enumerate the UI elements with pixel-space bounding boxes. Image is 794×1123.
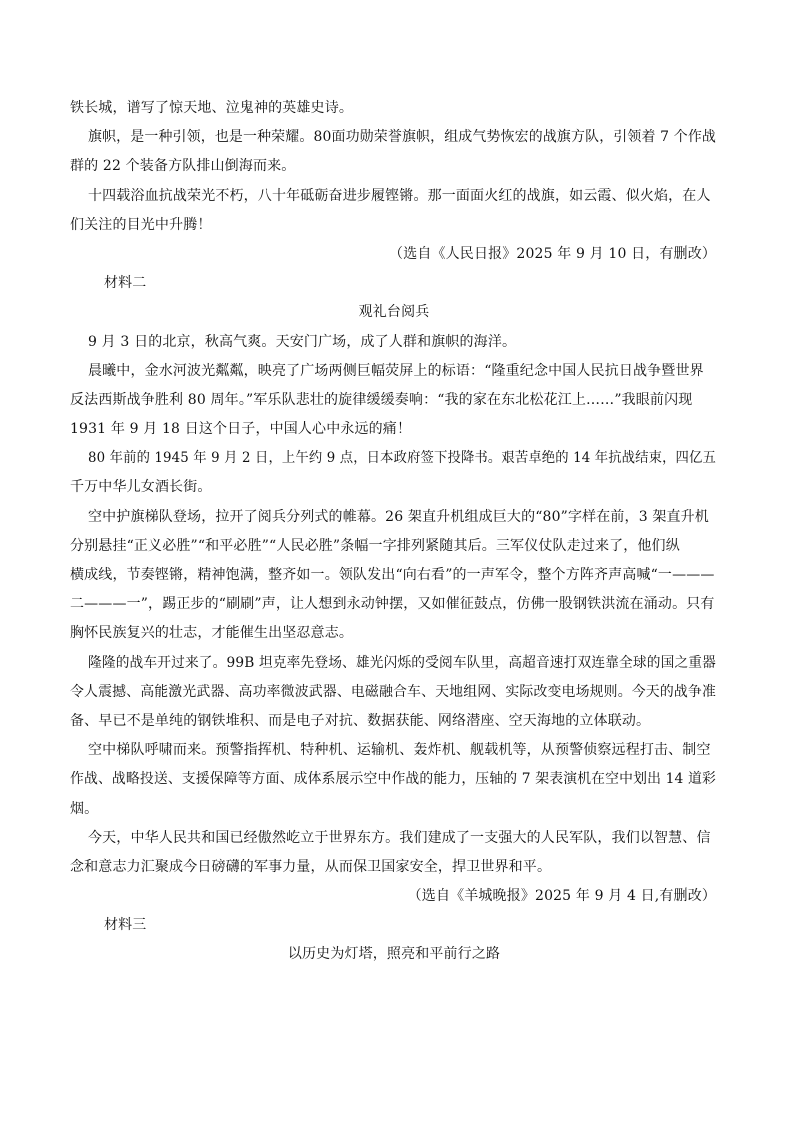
line-text: 令人震撼、高能激光武器、高功率微波武器、电磁融合车、天地组网、实际改变电场规则。今天的战争准 <box>70 683 717 700</box>
line-text: （选自《人民日报》2025 年 9 月 10 日，有删改） <box>389 245 716 262</box>
line-text: 念和意志力汇聚成今日磅礴的军事力量，从而保卫国家安全，捍卫世界和平。 <box>70 858 552 875</box>
line-text: 以历史为灯塔，照亮和平前行之路 <box>287 946 501 963</box>
paragraph-first-line <box>70 357 718 386</box>
body-text-line <box>70 619 718 648</box>
paragraph-first-line <box>70 328 718 357</box>
section-label <box>70 911 718 940</box>
body-text-line <box>70 211 718 240</box>
line-text: 铁长城，谱写了惊天地、泣鬼神的英雄史诗。 <box>70 100 353 116</box>
section-title <box>70 940 718 969</box>
source-citation <box>70 240 718 269</box>
source-citation <box>70 882 718 911</box>
line-text: 烟。 <box>70 800 99 817</box>
line-text: 材料三 <box>104 917 147 934</box>
body-text-line <box>70 795 718 824</box>
line-text: 今天，中华人民共和国已经傲然屹立于世界东方。我们建成了一支强大的人民军队，我们以智慧、信 <box>88 829 711 846</box>
body-text-line <box>70 765 718 794</box>
body-text-line <box>70 473 718 502</box>
line-text: 群的 22 个装备方队排山倒海而来。 <box>70 158 296 175</box>
section-title <box>70 298 718 327</box>
body-text-line <box>70 415 718 444</box>
line-text: 材料二 <box>104 275 147 292</box>
body-text-line <box>70 561 718 590</box>
line-text: 们关注的目光中升腾！ <box>70 216 212 233</box>
line-text: （选自《羊城晚报》2025 年 9 月 4 日,有删改） <box>407 888 716 905</box>
line-text: 空中梯队呼啸而来。预警指挥机、特种机、运输机、轰炸机、舰载机等，从预警侦察远程打击、制空 <box>88 742 711 759</box>
line-text: 80 年前的 1945 年 9 月 2 日，上午约 9 点，日本政府签下投降书。艰苦卓绝的 14 年抗战结束，四亿五 <box>88 450 716 467</box>
body-text-line <box>70 94 718 123</box>
body-text-line <box>70 152 718 181</box>
paragraph-first-line <box>70 123 718 152</box>
line-text: 旗帜，是一种引领，也是一种荣耀。80面功勋荣誉旗帜，组成气势恢宏的战旗方队，引领着 7 个作战 <box>88 129 717 146</box>
line-text: 观礼台阅兵 <box>358 304 430 321</box>
line-text: 9 月 3 日的北京，秋高气爽。天安门广场，成了人群和旗帜的海洋。 <box>88 333 517 350</box>
body-text-line <box>70 853 718 882</box>
paragraph-first-line <box>70 649 718 678</box>
line-text: 横成线，节奏铿锵，精神饱满，整齐如一。领队发出“向右看”的一声军令，整个方阵齐声高喊“一——— <box>70 567 715 583</box>
line-text: 晨曦中，金水河波光粼粼，映亮了广场两侧巨幅荧屏上的标语：“隆重纪念中国人民抗日战争暨世界 <box>88 362 704 379</box>
body-text-line <box>70 707 718 736</box>
paragraph-first-line <box>70 824 718 853</box>
paragraph-first-line <box>70 444 718 473</box>
line-text: 二———一”，踢正步的“刷刷”声，让人想到永动钟摆，又如催征鼓点，仿佛一股钢铁洪流在涌动。只有 <box>70 596 715 613</box>
line-text: 胸怀民族复兴的壮志，才能催生出坚忍意志。 <box>70 625 353 642</box>
body-text-line <box>70 678 718 707</box>
document-page <box>70 94 718 970</box>
line-text: 分别悬挂“正义必胜”“和平必胜”“人民必胜”条幅一字排列紧随其后。三军仪仗队走过来了，他们纵 <box>70 537 680 554</box>
paragraph-first-line <box>70 736 718 765</box>
line-text: 隆隆的战车开过来了。99B 坦克率先登场、雄光闪烁的受阅车队里，高超音速打双连靠全球的国之重器 <box>88 654 717 671</box>
line-text: 1931 年 9 月 18 日这个日子，中国人心中永远的痛！ <box>70 421 412 438</box>
paragraph-first-line <box>70 182 718 211</box>
line-text: 十四载浴血抗战荣光不朽，八十年砥砺奋进步履铿锵。那一面面火红的战旗，如云霞、似火焰，在人 <box>88 187 711 204</box>
body-text-line <box>70 386 718 415</box>
line-text: 作战、战略投送、支援保障等方面、成体系展示空中作战的能力，压轴的 7 架表演机在空中划出 14 道彩 <box>70 771 716 788</box>
line-text: 反法西斯战争胜利 80 周年。”军乐队悲壮的旋律缓缓奏响：“我的家在东北松花江上……”我眼前闪现 <box>70 391 693 408</box>
line-text: 空中护旗梯队登场，拉开了阅兵分列式的帷幕。26 架直升机组成巨大的“80”字样在前，3 架直升机 <box>88 508 709 525</box>
line-text: 千万中华儿女酒长街。 <box>70 479 212 496</box>
body-text-line <box>70 590 718 619</box>
paragraph-first-line <box>70 503 718 532</box>
section-label <box>70 269 718 298</box>
line-text: 备、早已不是单纯的钢铁堆积、而是电子对抗、数据获能、网络潜座、空天海地的立体联动。 <box>70 712 651 729</box>
body-text-line <box>70 532 718 561</box>
